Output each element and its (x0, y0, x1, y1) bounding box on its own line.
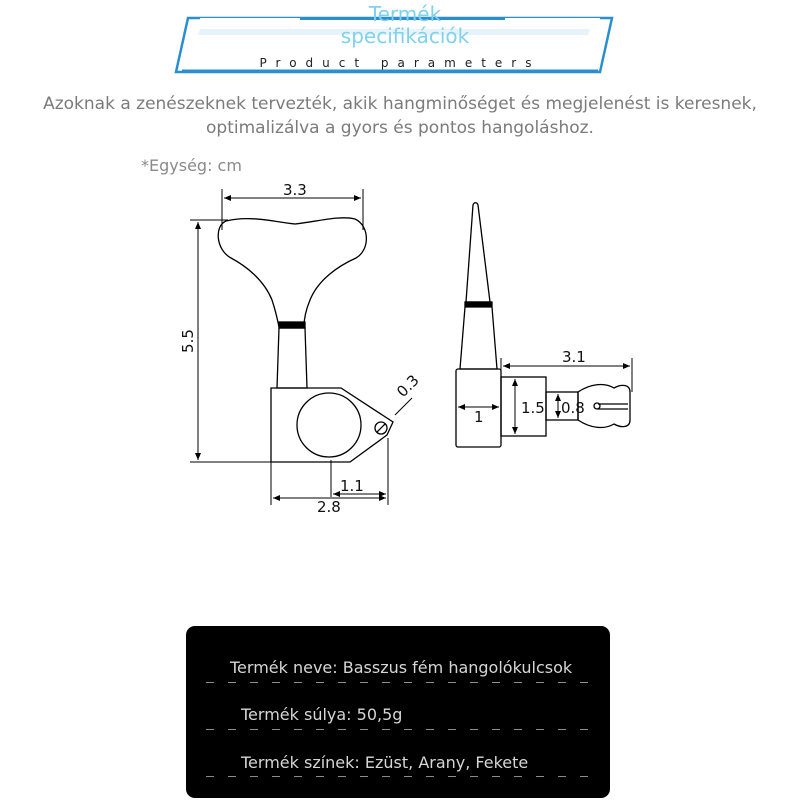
spec-colors: Termék színek: Ezüst, Arany, Fekete (241, 753, 529, 772)
intro-line-1: Azoknak a zenészeknek tervezték, akik hangminőséget és megjelenést is keresnek, (43, 94, 757, 114)
dim-body-width: 1 (474, 408, 484, 426)
gear-housing (271, 388, 393, 462)
header-title: Termék specifikációk (340, 2, 470, 48)
spec-name: Termék neve: Basszus fém hangolókulcsok (230, 658, 573, 677)
gear-circle (297, 393, 361, 457)
unit-note: *Egység: cm (141, 156, 242, 175)
divider (206, 682, 594, 683)
dim-collar: 1.5 (521, 399, 545, 417)
spike-band (465, 302, 492, 306)
dim-shaft: 0.8 (561, 399, 585, 417)
divider (206, 729, 594, 730)
tuner-key-head (218, 218, 366, 327)
dim-side-length: 3.1 (562, 348, 586, 366)
dim-hole: 0.3 (393, 371, 423, 401)
dim-width-top: 3.3 (283, 181, 307, 199)
tuner-post (277, 328, 307, 388)
tuner-band (279, 322, 305, 328)
dim-offset: 1.1 (340, 477, 364, 495)
spike (466, 203, 490, 302)
intro-line-2: optimalizálva a gyors és pontos hangoláshoz. (206, 118, 594, 138)
header-subtitle: Product parameters (259, 56, 541, 70)
dim-base-width: 2.8 (317, 498, 341, 516)
slotted-end (578, 385, 630, 428)
spike-lower (460, 307, 497, 369)
front-view (218, 218, 393, 462)
dim-height: 5.5 (179, 329, 197, 353)
divider (206, 776, 594, 777)
spec-weight: Termék súlya: 50,5g (241, 705, 403, 724)
